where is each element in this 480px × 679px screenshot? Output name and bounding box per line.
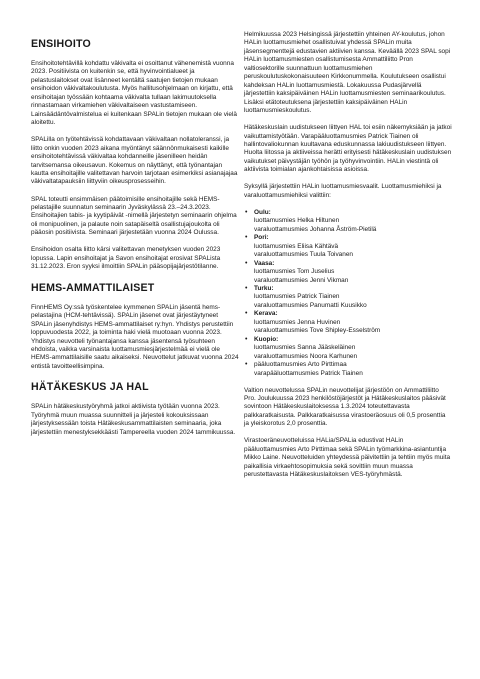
list-item (244, 310, 452, 335)
list-item (244, 336, 452, 361)
paragraph: FinnHEMS Oy:ssä työskentelee kymmenen SPALin jäsentä hems-pelastajina (HCM-tehtävissä). SPALin jäsenet ovat järjestäytyneet SPALin jäsenyhdistys HEMS-ammattilaiset ry:hyn. Yhdistys perustettiin loppuvuodesta 2022, ja toiminta haki vielä muotoaan vuonna 2023. Yhdistys neuvotteli työnantajansa kanssa jäsentensä työsuhteen ehdoista, vaikka varsinaista luottamusmiesjärjestelmää ei vielä ole HEMS-ammattilaisille saatu aikaiseksi. Neuvottelut jatkuvat vuonna 2024 entistä tavoitteellisimpina. (31, 303, 239, 370)
list-item-line: luottamusmies Patrick Tiainen (254, 293, 340, 301)
section-title-hems: HEMS-AMMATTILAISET (31, 281, 155, 294)
list-item (244, 209, 452, 234)
list-item (244, 234, 452, 259)
region-label: • Oulu: (254, 208, 271, 216)
list-item-line: varapääluottamusmies Patrick Tiainen (254, 369, 363, 377)
paragraph: Helmikuussa 2023 Helsingissä järjestettiin yhteinen AY-koulutus, johon HALin luottamusmiehet osallistuivat yhdessä SPALin muita jäsensegmenttejä edustavien aktiivien kanssa. Keväällä 2023 SPAL sopi HALin luottamusmiesten osallistumisesta Ammattiliitto Pron valtiosektorille suunnattuun luottamusmiehen peruskoulutuskokonaisuuteen Kirkkonummella. Koulutukseen osallistui kahdeksan HALin luottamusmiestä. Lokakuussa Pudasjärvellä järjestettiin kaksipäiväinen HALin luottamusmiesten seminaarikoulutus. Lisäksi etätoteutuksena järjestettiin kaksipäiväinen HALin luottamusmieskoulutus. (244, 31, 451, 115)
paragraph: Ensihoidon osalta liitto kärsi valitettavan menetyksen vuoden 2023 lopussa. Lapin ensihoitajat ja Savon ensihoitajat erosivat SPALista 31.12.2023. Eron syyksi ilmoittiin SPALin pääsopijajärjestötilanne. (31, 246, 221, 271)
list-item (244, 285, 452, 310)
list-item-line: luottamusmies Eliisa Kähtävä (254, 242, 339, 250)
region-label: • Vaasa: (254, 259, 275, 267)
list-item-line: luottamusmies Tom Juselius (254, 268, 335, 276)
list-item-line: varaluottamusmies Tuula Toivanen (254, 251, 353, 259)
list-item-line: varaluottamusmies Johanna Åström-Pietilä (254, 225, 377, 233)
region-label: • Kerava: (254, 310, 278, 318)
representatives-list (244, 209, 452, 378)
list-item-line: varaluottamusmies Tove Shipley-Esselström (254, 327, 381, 335)
list-item-line: varaluottamusmies Noora Karhunen (254, 352, 358, 360)
list-item-line: varaluottamusmies Jenni Vikman (254, 276, 349, 284)
region-label: • Turku: (254, 285, 274, 293)
paragraph: Ensihoitotehtävillä kohdattu väkivalta ei osoittanut vähenemistä vuonna 2023. Positiivista on kuitenkin se, että hyvinvointialueet ja pelastuslaitokset ovat lisänneet kentältä saatujen tietojen mukaan ensihoidon väkivaltakoulutusta. Myös hallitusohjelmaan on kirjattu, että ensihoitajan työssään kohtaama väkivalta tullaan lakimuutoksella rinnastamaan virkamiehen väkivaltaiseen vastustamiseen. Lainsäädäntövalmistelua ei kuitenkaan SPALin tietojen mukaan ole vielä aloitettu. (31, 60, 238, 127)
list-item-line: • pääluottamusmies Arto Pirttimaa (254, 361, 347, 369)
list-item-line: luottamusmies Sanna Jääskeläinen (254, 344, 356, 352)
paragraph: Virastoeräneuvotteluissa HALia/SPALia edustivat HALin pääluottamusmies Arto Pirttimaa sekä SPALin työmarkkina-asiantuntija Mikko Laine. Neuvotteluiden yhteydessä päivitettiin ja tehtiin myös muita paikallisia virkaehtosopimuksia sekä sovittiin muun muassa perustettavasta Hätäkeskuslaitoksen VES-työryhmästä. (244, 437, 451, 479)
section-title-hatakeskus: HÄTÄKESKUS JA HAL (31, 381, 149, 394)
left-column (31, 30, 239, 446)
region-label: • Kuopio: (254, 335, 279, 343)
region-label: • Pori: (254, 234, 269, 242)
paragraph: SPALilla on työtehtävissä kohdattavaan väkivaltaan nollatoleranssi, ja liitto onkin vuoden 2023 aikana myöntänyt säännönmukaisesti kaikille ensihoitotehtävissä väkivaltaa kohdanneille jäsenilleen heidän tarvitsemansa oikeusavun. Kokemus on näyttänyt, että työnantajan kautta ensihoitajille valitettavan harvoin tarjotaan esimerkiksi asianajajaa väkivaltatapauksiin liittyviin oikeusprosesseihin. (31, 136, 238, 186)
list-item (244, 361, 452, 378)
paragraph: Syksyllä järjestettiin HALin luottamusmiesvaalit. Luottamusmiehiksi ja varaluottamusmiehiksi valittiin: (244, 183, 442, 199)
list-item-line: luottamusmies Jenna Huvinen (254, 318, 341, 326)
right-column (244, 31, 452, 488)
list-item (244, 260, 452, 285)
paragraph: SPALin hätäkeskustyöryhmä jatkoi aktiivista työtään vuonna 2023. Työryhmä muun muassa suunnitteli ja järjesteli kokouksissaan järjestyksessään toista Hätäkeskusammattilaisten seminaaria, joka järjestettiin menestyksekkäästi Tampereella vuoden 2024 tammikuussa. (31, 403, 236, 436)
list-item-line: varaluottamusmies Panumatti Kuusikko (254, 301, 367, 309)
paragraph: SPAL toteutti ensimmäisen päätoimisille ensihoitajille sekä HEMS-pelastajille suunnatun seminaarin Jyväskylässä 23.–24.3.2023. Ensihoitajien tabis- ja kyytipäivät -nimellä järjestetyn seminaarin ohjelma oli monipuolinen, ja palaute noin satapäiseltä osallistujajoukolta oli pääosin positiivista. Seminaari järjestetään vuonna 2024 Oulussa. (31, 195, 237, 237)
paragraph: Valtion neuvottelussa SPALin neuvottelijat järjestöön on Ammattiliitto Pro. Joulukuussa 2023 henkilöstöjärjestöt ja Hätäkeskuslaitos pääsivät sovintoon Hätäkeskuslaitoksessa 1.3.2024 toteutettavasta palkkaratkaisusta. Palkkaratkaisussa virastoeräosuus oli 0,5 prosenttia ja yleiskorotus 2,0 prosenttia. (244, 386, 446, 428)
section-title-ensihoito: ENSIHOITO (31, 38, 91, 50)
list-item-line: luottamusmies Helka Hiltunen (254, 217, 340, 225)
paragraph: Hätäkeskuslain uudistukseen liittyen HAL toi esiin näkemyksiään ja jatkoi vaikuttamistyötään. Varapääluottamusmies Patrick Tiainen oli hallintovaliokunnan kuultavana eduskunnassa lakiuudistukseen liittyen. Huolta liitossa ja aktiiveissa herätti erityisesti hätäkeskuslain uudistuksen vaikutukset päivystäjän työhön ja työhyvinvointiin. HALin viestintä oli aktiivista toimialan ajankohtaisissa asioissa. (244, 124, 452, 174)
